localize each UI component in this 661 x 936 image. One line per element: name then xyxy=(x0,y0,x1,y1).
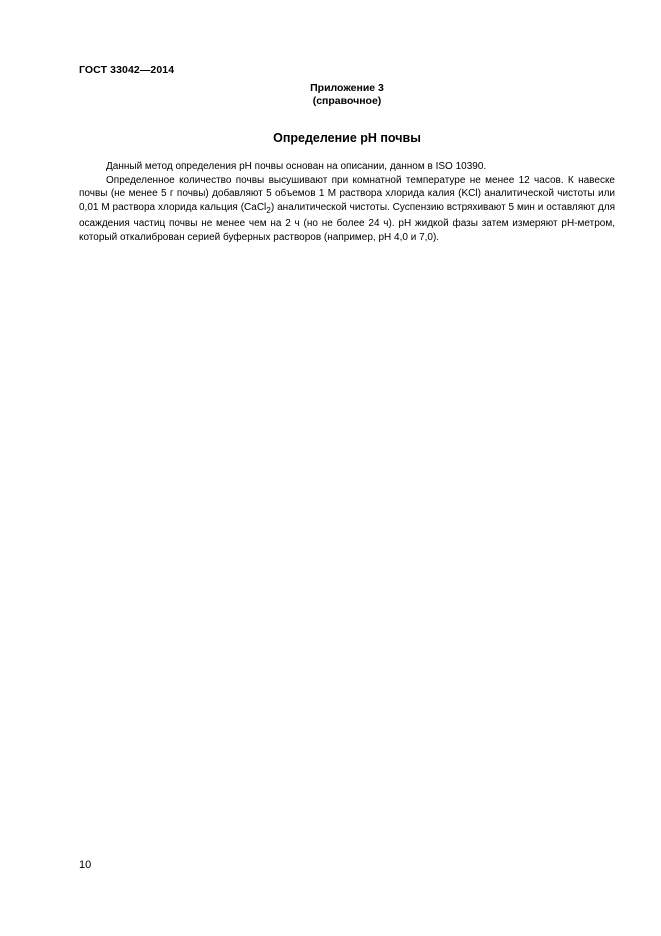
paragraph-1: Данный метод определения pH почвы основан на описании, данном в ISO 10390. xyxy=(106,161,487,172)
document-code: ГОСТ 33042—2014 xyxy=(79,64,175,76)
paragraph-2-part-1: Определенное количество почвы высушивают при комнатной температуре не менее 12 часов. К навеске почвы (не менее 5 г почвы) добавляют 5 объемов 1 М раствора хлорида калия (KCl) аналитической чистоты или 0,01 М раствора хлорида кальция (CaCl xyxy=(79,174,615,213)
annex-label: Приложение 3 xyxy=(310,82,384,94)
annex-kind: (справочное) xyxy=(312,95,382,107)
annex-heading xyxy=(79,82,615,108)
body-text xyxy=(79,160,615,244)
page-number: 10 xyxy=(79,859,92,871)
paragraph-2-part-2: ) аналитической чистоты. Суспензию встряхивают 5 мин и оставляют для осаждения частиц почвы не менее чем на 2 ч (но не более 24 ч). pH жидкой фазы затем измеряют pH-метром, который откалиброван серией буферных растворов (например, pH 4,0 и 7,0). xyxy=(79,201,616,243)
paragraph-2 xyxy=(79,174,615,245)
calcium-chloride-subscript: 2 xyxy=(266,204,271,215)
section-title: Определение pH почвы xyxy=(273,131,421,145)
